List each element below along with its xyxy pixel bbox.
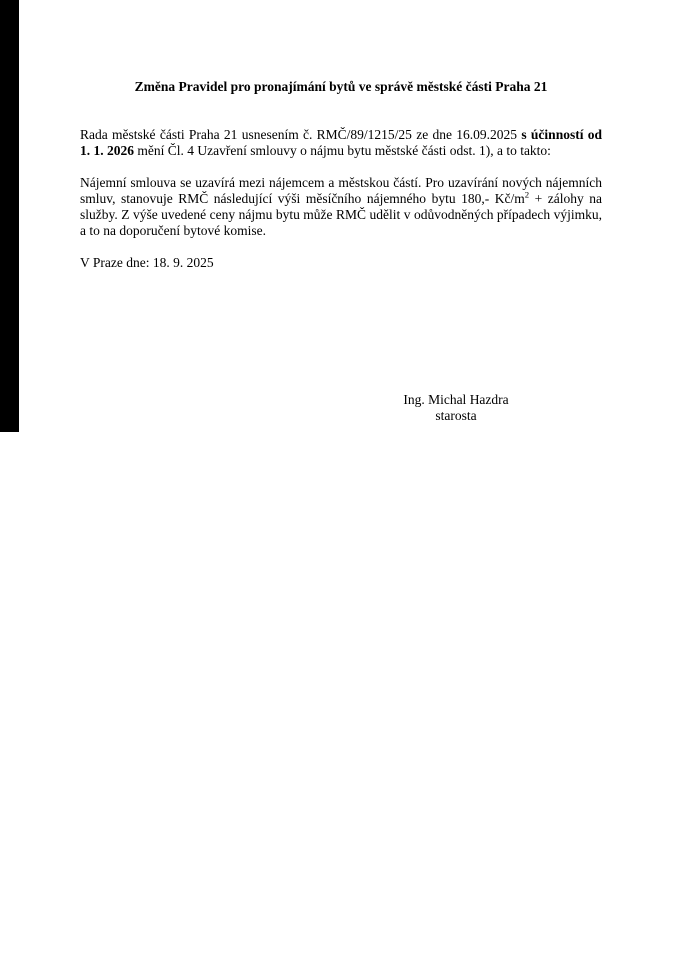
- paragraph-resolution: [80, 127, 602, 159]
- resolution-text: Rada městské části Praha 21 usnesením č. RMČ/89/1215/25 ze dne 16.09.2025: [80, 127, 522, 142]
- effective-date-bold: s účinností od 1. 1. 2026: [80, 127, 603, 158]
- paragraph-rent-terms: [80, 175, 602, 239]
- date-line: V Praze dne: 18. 9. 2025: [80, 255, 214, 270]
- signature-role: starosta: [435, 408, 477, 423]
- document-title: Změna Pravidel pro pronajímání bytů ve správě městské části Praha 21: [134, 79, 548, 94]
- signature-name: Ing. Michal Hazdra: [403, 392, 509, 407]
- signature-block: [376, 392, 536, 424]
- rent-terms-text: Nájemní smlouva se uzavírá mezi nájemcem a městskou částí. Pro uzavírání nových nájemních smluv, stanovuje RMČ následující výši měsíčního nájemného bytu 180,- Kč/m: [80, 175, 602, 206]
- rent-terms-text-continued: + zálohy na služby. Z výše uvedené ceny nájmu bytu může RMČ udělit v odůvodněných případech výjimku, a to na doporučení bytové komise.: [80, 191, 602, 238]
- square-meter-superscript: 2: [524, 189, 530, 200]
- scan-edge-artifact: [0, 0, 19, 432]
- resolution-text-continued: mění Čl. 4 Uzavření smlouvy o nájmu bytu městské části odst. 1), a to takto:: [134, 143, 551, 158]
